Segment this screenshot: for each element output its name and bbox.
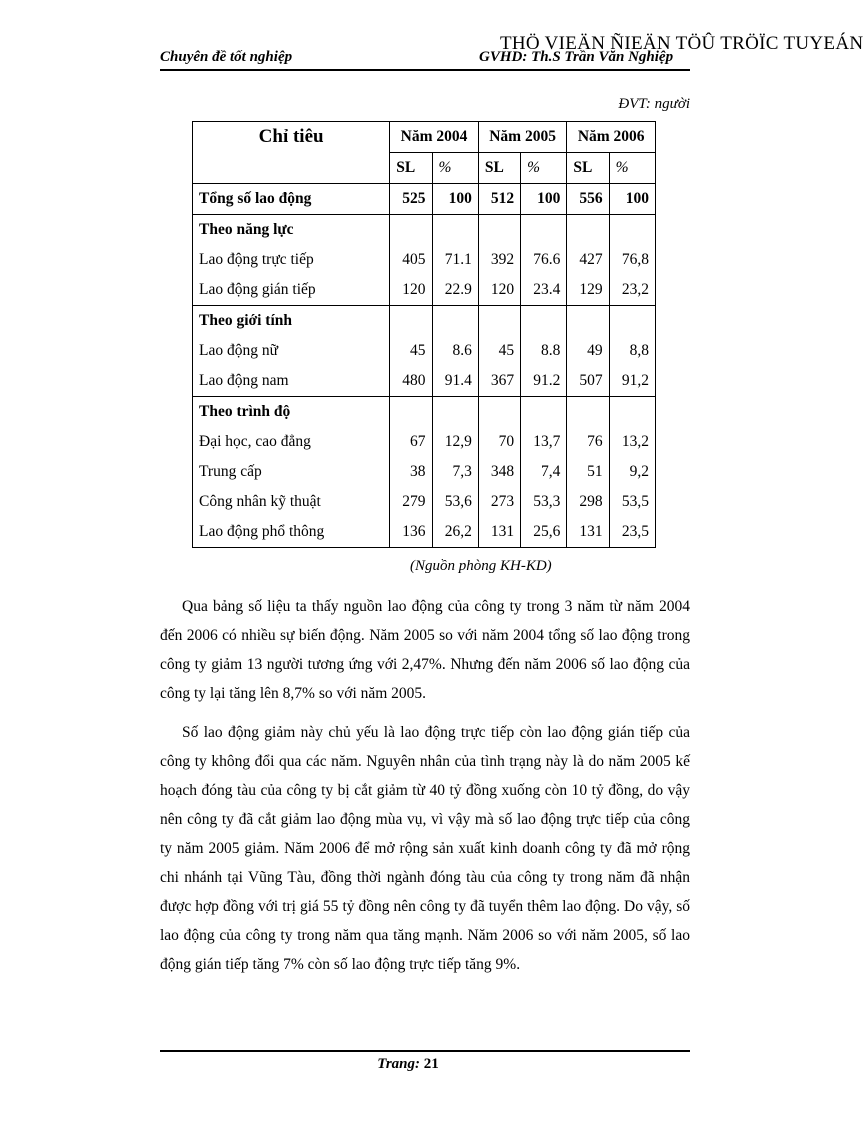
body-text (160, 592, 690, 989)
sub-sl: SL (390, 153, 432, 184)
cell: 507 (567, 366, 609, 397)
cell: 49 (567, 336, 609, 366)
table-row (193, 457, 656, 487)
cell: 8.6 (432, 336, 478, 366)
header-year-2005: Năm 2005 (478, 122, 567, 153)
cell: 70 (478, 427, 520, 457)
cell: 8,8 (609, 336, 655, 366)
cell: 480 (390, 366, 432, 397)
cell: 67 (390, 427, 432, 457)
sub-sl: SL (567, 153, 609, 184)
cell: 25,6 (521, 517, 567, 548)
cell: 23,2 (609, 275, 655, 306)
group-row-gioi-tinh (193, 306, 656, 337)
cell: 367 (478, 366, 520, 397)
group-title: Theo năng lực (193, 215, 390, 246)
cell: 26,2 (432, 517, 478, 548)
cell: 91.2 (521, 366, 567, 397)
paragraph-2: Số lao động giảm này chủ yếu là lao động trực tiếp còn lao động gián tiếp của công ty không đổi qua các năm. Nguyên nhân của tình trạng này là do năm 2005 kế hoạch đóng tàu của công ty bị cắt giảm từ 40 tỷ đồng xuống còn 10 tỷ đồng, do vậy nên công ty đã cắt giảm lao động mùa vụ, vì vậy mà số lao động trực tiếp của công ty năm 2005 giảm. Năm 2006 để mở rộng sản xuất kinh doanh công ty đã mở rộng chi nhánh tại Vũng Tàu, đồng thời ngành đóng tàu của công ty trong năm đã nhận được hợp đồng với trị giá 55 tỷ đồng nên công ty đã tuyển thêm lao động. Do vậy, số lao động của công ty trong năm qua tăng mạnh. Năm 2006 so với năm 2005, số lao động gián tiếp tăng 7% còn số lao động trực tiếp tăng 9%. (160, 724, 690, 973)
cell: 45 (390, 336, 432, 366)
row-label: Tổng số lao động (193, 184, 390, 215)
cell: 392 (478, 245, 520, 275)
header-title: Chuyên đề tốt nghiệp (160, 49, 293, 65)
labor-table (192, 121, 656, 548)
table-row (193, 366, 656, 397)
row-label: Lao động trực tiếp (193, 245, 390, 275)
cell: 100 (432, 184, 478, 215)
cell: 23.4 (521, 275, 567, 306)
row-label: Trung cấp (193, 457, 390, 487)
group-row-trinh-do (193, 397, 656, 428)
table-row (193, 275, 656, 306)
cell: 131 (567, 517, 609, 548)
page-footer (0, 1056, 816, 1073)
row-label: Lao động gián tiếp (193, 275, 390, 306)
cell: 131 (478, 517, 520, 548)
cell: 136 (390, 517, 432, 548)
cell: 129 (567, 275, 609, 306)
group-title: Theo trình độ (193, 397, 390, 428)
cell: 38 (390, 457, 432, 487)
cell: 71.1 (432, 245, 478, 275)
cell: 23,5 (609, 517, 655, 548)
cell: 91,2 (609, 366, 655, 397)
row-label: Lao động nữ (193, 336, 390, 366)
cell: 12,9 (432, 427, 478, 457)
page-label: Trang: (377, 1056, 421, 1072)
table-row-total (193, 184, 656, 215)
cell: 7,3 (432, 457, 478, 487)
row-label: Đại học, cao đẳng (193, 427, 390, 457)
cell: 53,5 (609, 487, 655, 517)
cell: 556 (567, 184, 609, 215)
header-year-2004: Năm 2004 (390, 122, 479, 153)
group-row-nang-luc (193, 215, 656, 246)
cell: 525 (390, 184, 432, 215)
header-chi-tieu: Chỉ tiêu (193, 122, 390, 184)
cell: 427 (567, 245, 609, 275)
cell: 91.4 (432, 366, 478, 397)
cell: 53,3 (521, 487, 567, 517)
cell: 7,4 (521, 457, 567, 487)
cell: 45 (478, 336, 520, 366)
sub-pct: % (609, 153, 655, 184)
sub-sl: SL (478, 153, 520, 184)
cell: 405 (390, 245, 432, 275)
table-row (193, 517, 656, 548)
row-label: Lao động phổ thông (193, 517, 390, 548)
page-number: 21 (423, 1056, 439, 1072)
sub-pct: % (432, 153, 478, 184)
table-source: (Nguồn phòng KH-KD) (410, 558, 552, 574)
table-row (193, 427, 656, 457)
cell: 76,8 (609, 245, 655, 275)
cell: 76.6 (521, 245, 567, 275)
table-row (193, 245, 656, 275)
cell: 279 (390, 487, 432, 517)
cell: 120 (390, 275, 432, 306)
row-label: Công nhân kỹ thuật (193, 487, 390, 517)
watermark-text: THÖ VIEÄN ÑIEÄN TÖÛ TRÖÏC TUYEÁN (500, 33, 863, 54)
cell: 348 (478, 457, 520, 487)
sub-pct: % (521, 153, 567, 184)
cell: 13,7 (521, 427, 567, 457)
header-year-2006: Năm 2006 (567, 122, 656, 153)
footer-rule (160, 1050, 690, 1052)
table-row (193, 487, 656, 517)
group-title: Theo giới tính (193, 306, 390, 337)
cell: 100 (609, 184, 655, 215)
table-row (193, 336, 656, 366)
cell: 53,6 (432, 487, 478, 517)
cell: 273 (478, 487, 520, 517)
header-supervisor: GVHD: Th.S Trần Văn Nghiệp (479, 49, 674, 65)
cell: 120 (478, 275, 520, 306)
table-header-row (193, 122, 656, 153)
cell: 298 (567, 487, 609, 517)
cell: 100 (521, 184, 567, 215)
cell: 76 (567, 427, 609, 457)
cell: 8.8 (521, 336, 567, 366)
cell: 51 (567, 457, 609, 487)
cell: 9,2 (609, 457, 655, 487)
cell: 13,2 (609, 427, 655, 457)
unit-label: ĐVT: người (618, 96, 690, 112)
cell: 22.9 (432, 275, 478, 306)
paragraph-1: Qua bảng số liệu ta thấy nguồn lao động của công ty trong 3 năm từ năm 2004 đến 2006 có nhiều sự biến động. Năm 2005 so với năm 2004 tổng số lao động trong công ty giảm 13 người tương ứng với 2,47%. Nhưng đến năm 2006 số lao động của công ty lại tăng lên 8,7% so với năm 2005. (160, 598, 690, 702)
row-label: Lao động nam (193, 366, 390, 397)
cell: 512 (478, 184, 520, 215)
header-rule (160, 69, 690, 71)
